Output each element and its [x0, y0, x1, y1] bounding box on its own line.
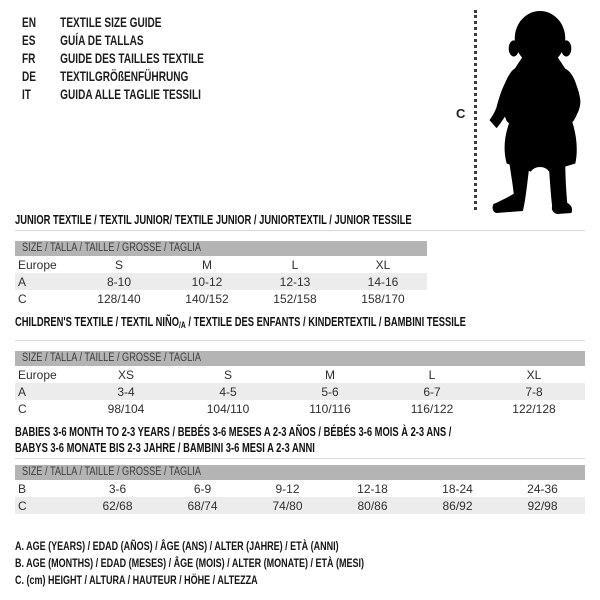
size-cell: 3-6	[108, 481, 127, 496]
measure-legend	[15, 538, 480, 589]
language-row-de	[22, 67, 204, 85]
language-code: DE	[22, 68, 37, 84]
baby-figure-block	[450, 6, 598, 214]
table-row	[15, 480, 585, 497]
children-title-subscript: /A	[179, 320, 186, 330]
size-cell: XS	[117, 367, 134, 382]
language-title: TEXTILGRÖßENFÜHRUNG	[60, 68, 189, 84]
size-cell: L	[428, 367, 436, 382]
size-cell: 18-24	[442, 481, 473, 496]
language-code: EN	[22, 14, 37, 30]
children-title-post: / TEXTILE DES ENFANTS / KINDERTEXTIL / BAMBINI TESSILE	[185, 315, 466, 329]
size-cell: M	[202, 257, 212, 272]
size-cell: S	[223, 367, 232, 382]
size-cell: 8-10	[106, 274, 132, 289]
language-code: FR	[22, 50, 36, 66]
row-label: Europe	[18, 257, 57, 272]
height-measure-label: C	[456, 106, 466, 121]
children-title-pre: CHILDREN'S TEXTILE / TEXTIL NIÑO	[15, 315, 180, 329]
language-title: GUIDA ALLE TAGLIE TESSILI	[60, 86, 201, 102]
legend-line-a: A. AGE (YEARS) / EDAD (AÑOS) / ÂGE (ANS) / ALTER (JAHRE) / ETÀ (ANNI)	[15, 539, 339, 553]
language-code: ES	[22, 32, 36, 48]
row-label: A	[18, 274, 27, 289]
table-row	[15, 400, 585, 417]
babies-section	[15, 424, 585, 514]
size-cell: 128/140	[97, 291, 141, 306]
size-cell: 3-4	[117, 384, 135, 399]
legend-line-c: C. (cm) HEIGHT / ALTURA / HAUTEUR / HÖHE / ALTEZZA	[15, 573, 258, 587]
babies-section-title	[15, 424, 585, 456]
children-size-table	[15, 351, 585, 417]
language-row-en	[22, 13, 204, 31]
row-label: C	[18, 401, 27, 416]
size-header-label: SIZE / TALLA / TAILLE / GRÖSSE / TAGLIA	[22, 352, 201, 364]
size-cell: 116/122	[410, 401, 454, 416]
row-label: Europe	[18, 367, 57, 382]
size-cell: 158/170	[361, 291, 405, 306]
size-cell: 68/74	[187, 498, 218, 513]
size-cell: 4-5	[219, 384, 237, 399]
children-table-rows	[15, 366, 585, 417]
language-title-block	[22, 13, 275, 103]
size-cell: 98/104	[107, 401, 145, 416]
size-cell: 92/98	[527, 498, 558, 513]
size-header-label: SIZE / TALLA / TAILLE / GRÖSSE / TAGLIA	[22, 466, 201, 478]
row-label: C	[18, 498, 27, 513]
size-cell: 10-12	[191, 274, 223, 289]
size-cell: 74/80	[272, 498, 303, 513]
legend-line-b: B. AGE (MONTHS) / EDAD (MESES) / ÂGE (MOIS) / ALTER (MONATE) / ETÀ (MESI)	[15, 556, 364, 570]
size-cell: 104/110	[206, 401, 250, 416]
table-row	[15, 383, 585, 400]
size-cell: 140/152	[185, 291, 229, 306]
babies-size-table	[15, 465, 585, 514]
size-cell: 6-9	[193, 481, 212, 496]
language-row-fr	[22, 49, 204, 67]
language-title: GUIDE DES TAILLES TEXTILE	[60, 50, 204, 66]
size-cell: 152/158	[273, 291, 317, 306]
size-cell: 7-8	[525, 384, 543, 399]
size-cell: 62/68	[102, 498, 133, 513]
language-code: IT	[22, 86, 31, 102]
size-cell: XL	[375, 257, 391, 272]
babies-table-rows	[15, 480, 585, 514]
size-header-bar	[15, 465, 585, 480]
size-cell: 12-18	[357, 481, 388, 496]
section-divider	[15, 458, 585, 459]
junior-table-rows	[15, 256, 427, 307]
table-row	[15, 273, 427, 290]
children-section-title	[15, 315, 466, 332]
size-cell: 80/86	[357, 498, 388, 513]
children-section	[15, 315, 585, 417]
size-cell: 5-6	[321, 384, 339, 399]
size-cell: 9-12	[275, 481, 300, 496]
size-cell: S	[114, 257, 123, 272]
row-label: B	[18, 481, 27, 496]
size-cell: 24-36	[527, 481, 558, 496]
table-row	[15, 366, 585, 383]
size-cell: L	[291, 257, 299, 272]
size-cell: 110/116	[309, 401, 351, 416]
section-divider	[15, 230, 585, 231]
table-row	[15, 497, 585, 514]
baby-silhouette-icon	[486, 6, 594, 214]
language-title: GUÍA DE TALLAS	[60, 32, 144, 48]
table-row	[15, 290, 427, 307]
size-header-label: SIZE / TALLA / TAILLE / GRÖSSE / TAGLIA	[22, 242, 201, 254]
size-cell: 122/128	[512, 401, 556, 416]
table-row	[15, 256, 427, 273]
language-title: TEXTILE SIZE GUIDE	[60, 14, 162, 30]
language-row-es	[22, 31, 204, 49]
size-cell: XL	[526, 367, 542, 382]
size-cell: 86/92	[442, 498, 473, 513]
size-header-bar	[15, 351, 585, 366]
babies-title-line1: BABIES 3-6 MONTH TO 2-3 YEARS / BEBÉS 3-6 MESES A 2-3 AÑOS / BÉBÉS 3-6 MOIS À 2-3 ANS /	[15, 425, 452, 439]
junior-section	[15, 213, 585, 307]
language-row-it	[22, 85, 204, 103]
section-divider	[15, 340, 585, 341]
junior-size-table	[15, 241, 427, 307]
size-cell: 6-7	[423, 384, 441, 399]
size-cell: 12-13	[279, 274, 311, 289]
size-cell: M	[325, 367, 335, 382]
row-label: C	[18, 291, 27, 306]
size-cell: 14-16	[367, 274, 399, 289]
row-label: A	[18, 384, 27, 399]
size-header-bar	[15, 241, 427, 256]
junior-section-title: JUNIOR TEXTILE / TEXTIL JUNIOR/ TEXTILE JUNIOR / JUNIORTEXTIL / JUNIOR TESSILE	[15, 213, 412, 227]
dotted-measure-line	[474, 10, 477, 210]
babies-title-line2: BABYS 3-6 MONATE BIS 2-3 JAHRE / BAMBINI 3-6 MESI A 2-3 ANNI	[15, 441, 315, 455]
